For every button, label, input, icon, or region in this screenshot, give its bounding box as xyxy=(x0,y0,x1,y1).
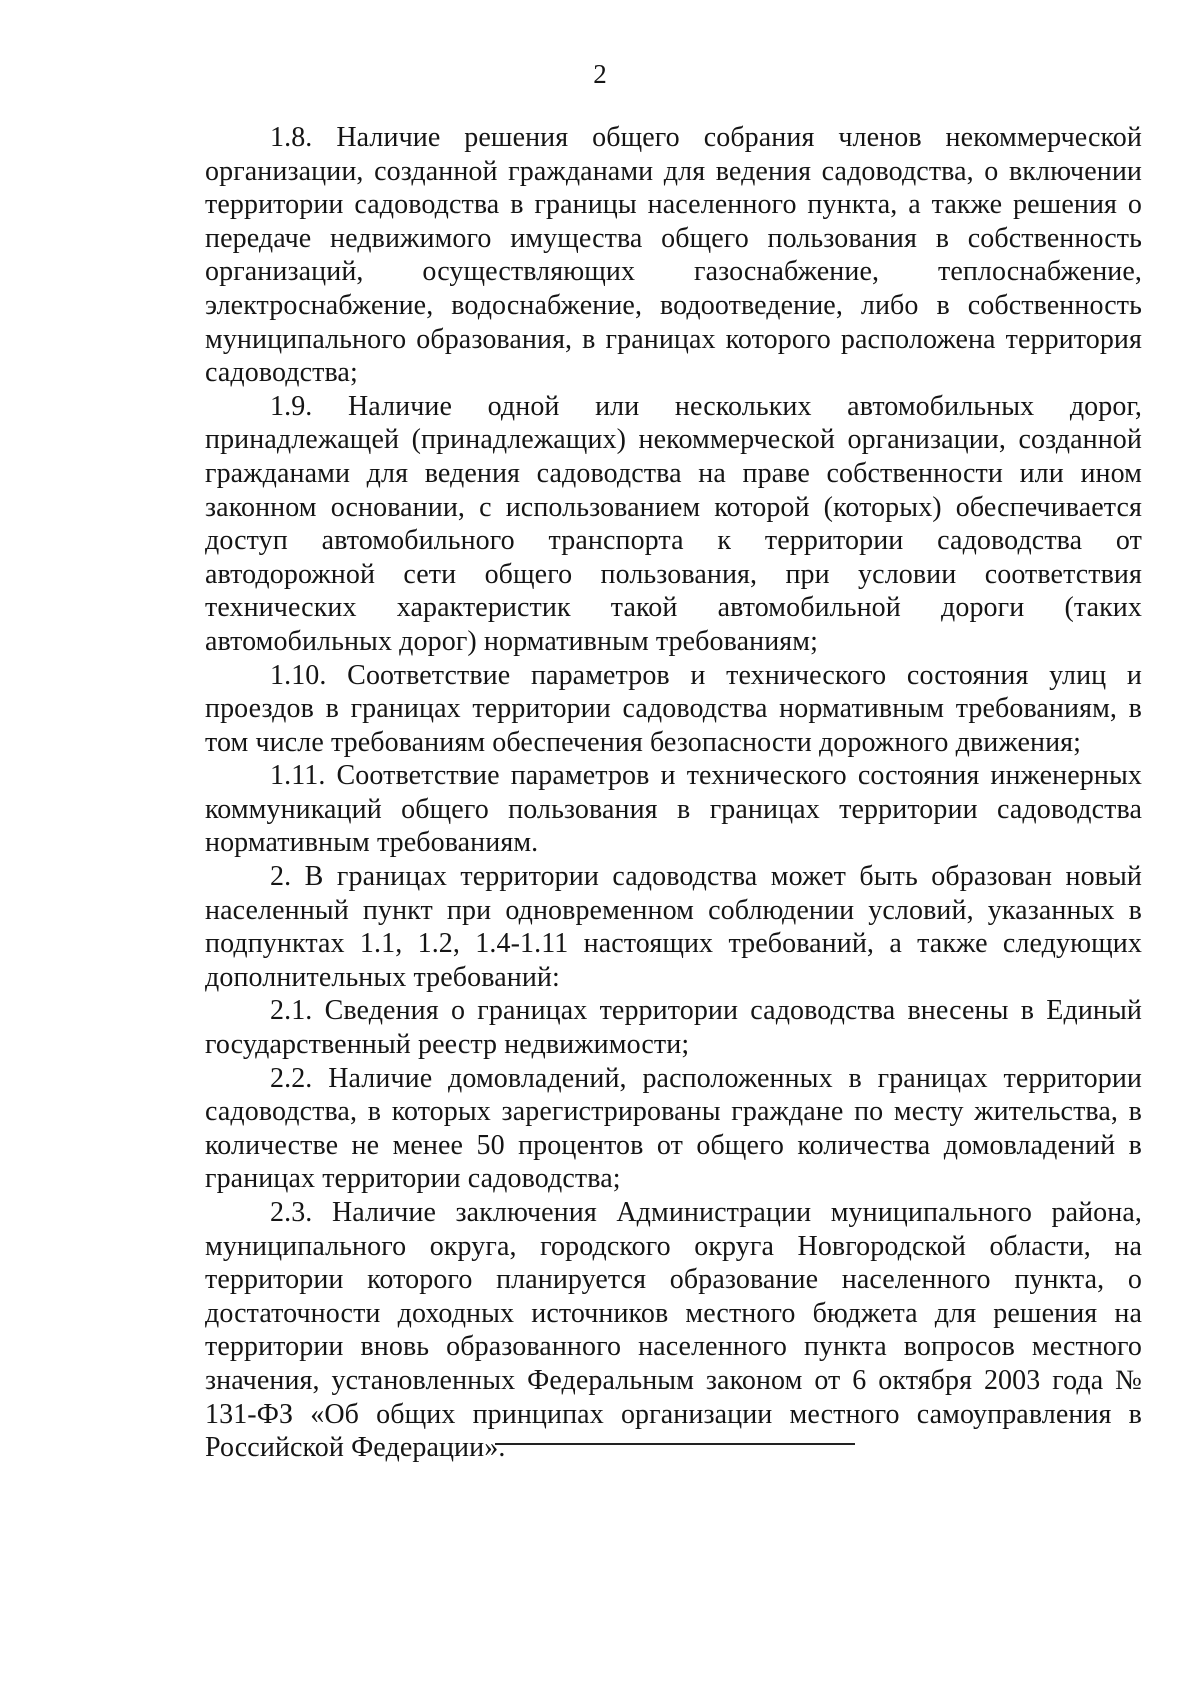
paragraph-1-11: 1.11. Соответствие параметров и технического состояния инженерных коммуникаций общего пользования в границах территории садоводства нормативным требованиям. xyxy=(205,760,1142,859)
paragraph-1-9: 1.9. Наличие одной или нескольких автомобильных дорог, принадлежащей (принадлежащих) некоммерческой организации, созданной гражданами для ведения садоводства на праве собственности или ином законном основании, с использованием которой (которых) обеспечивается доступ автомобильного транспорта к территории садоводства от автодорожной сети общего пользования, при условии соответствия технических характеристик такой автомобильной дороги (таких автомобильных дорог) нормативным требованиям; xyxy=(205,390,1142,657)
paragraph-2-2: 2.2. Наличие домовладений, расположенных в границах территории садоводства, в которых зарегистрированы граждане по месту жительства, в количестве не менее 50 процентов от общего количества домовладений в границах территории садоводства; xyxy=(205,1062,1142,1195)
closing-divider-line xyxy=(495,1443,855,1445)
paragraph-2-1: 2.1. Сведения о границах территории садоводства внесены в Единый государственный реестр недвижимости; xyxy=(205,995,1142,1061)
paragraph-2: 2. В границах территории садоводства может быть образован новый населенный пункт при одновременном соблюдении условий, указанных в подпунктах 1.1, 1.2, 1.4-1.11 настоящих требований, а также следующих дополнительных требований: xyxy=(205,861,1142,993)
paragraph-2-3: 2.3. Наличие заключения Администрации муниципального района, муниципального округа, городского округа Новгородской области, на территории которого планируется образование населенного пункта, о достаточности доходных источников местного бюджета для решения на территории вновь образованного населенного пункта вопросов местного значения, установленных Федеральным законом от 6 октября 2003 года № 131-ФЗ «Об общих принципах организации местного самоуправления в Российской Федерации». xyxy=(205,1197,1142,1464)
paragraph-1-8: 1.8. Наличие решения общего собрания членов некоммерческой организации, созданной гражданами для ведения садоводства, о включении территории садоводства в границы населенного пункта, а также решения о передаче недвижимого имущества общего пользования в собственность организаций, осуществляющих газоснабжение, теплоснабжение, электроснабжение, водоснабжение, водоотведение, либо в собственность муниципального образования, в границах которого расположена территория садоводства; xyxy=(205,122,1142,389)
paragraph-1-10: 1.10. Соответствие параметров и технического состояния улиц и проездов в границах территории садоводства нормативным требованиям, в том числе требованиям обеспечения безопасности дорожного движения; xyxy=(205,659,1142,758)
page-number: 2 xyxy=(593,59,607,89)
document-body xyxy=(205,121,1142,1465)
